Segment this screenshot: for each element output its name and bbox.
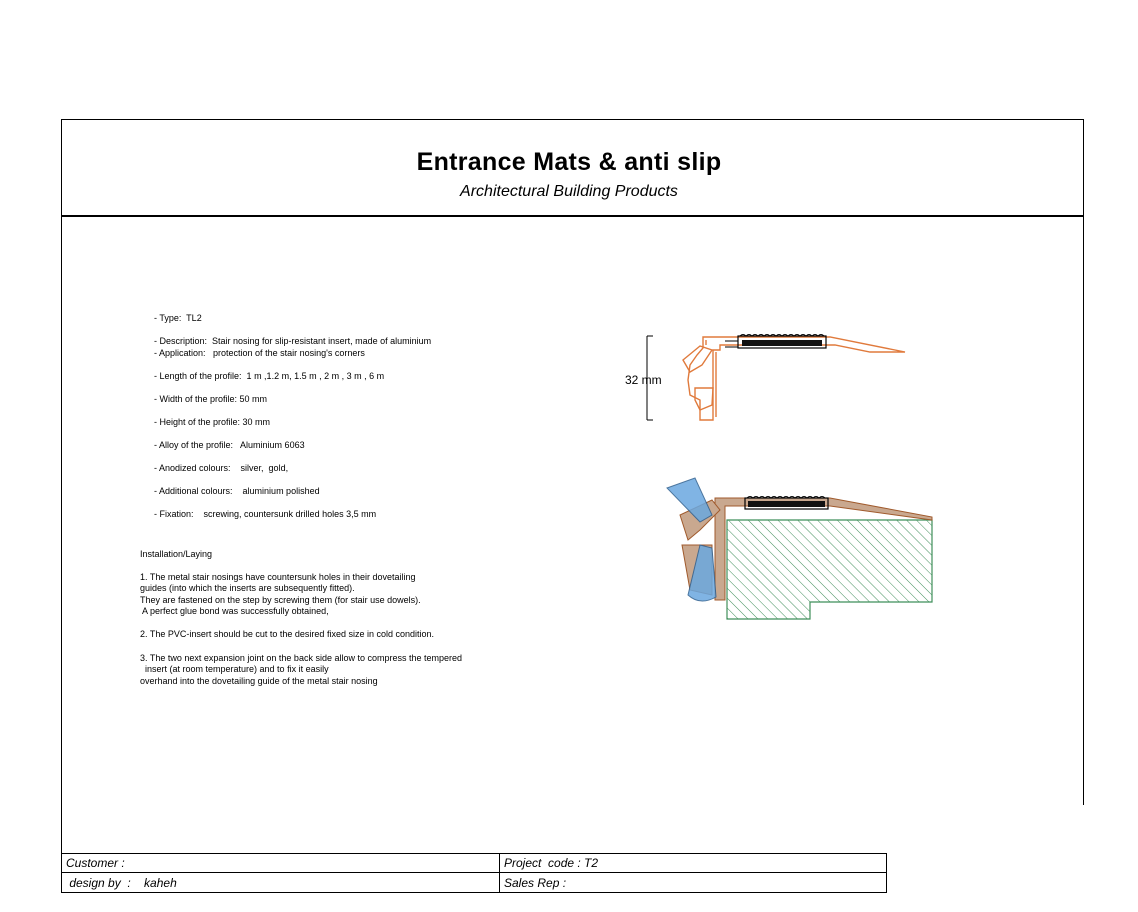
installation-heading: Installation/Laying (140, 549, 213, 559)
installation-step1-line3: They are fastened on the step by screwing them (for stair use dowels). (140, 595, 421, 605)
spec-anodized-colours: - Anodized colours: silver, gold, (154, 463, 289, 473)
spec-type: - Type: TL2 (154, 313, 202, 323)
installation-view (667, 478, 932, 619)
spec-application: - Application: protection of the stair nosing's corners (154, 348, 365, 358)
installation-step3-line2: insert (at room temperature) and to fix it easily (140, 664, 329, 674)
sales-rep-field: Sales Rep : (504, 876, 567, 890)
profile-section-view (625, 335, 905, 421)
spec-alloy: - Alloy of the profile: Aluminium 6063 (154, 440, 305, 450)
installation-step3-line1: 3. The two next expansion joint on the back side allow to compress the tempered (140, 653, 463, 663)
insert-installed (745, 497, 828, 510)
spec-height: - Height of the profile: 30 mm (154, 417, 271, 427)
concrete-step (727, 520, 932, 619)
customer-field: Customer : (66, 856, 125, 870)
spec-description: - Description: Stair nosing for slip-resistant insert, made of aluminium (154, 336, 432, 346)
title-block-divider-horizontal (61, 872, 886, 873)
page-title: Entrance Mats & anti slip (416, 148, 722, 176)
stair-nosing-drawing (600, 320, 950, 630)
spec-width: - Width of the profile: 50 mm (154, 394, 268, 404)
aluminium-profile (683, 337, 905, 420)
installation-step3-line3: overhand into the dovetailing guide of the metal stair nosing (140, 676, 378, 686)
project-code-field: Project code : T2 (504, 856, 599, 870)
header-divider (61, 215, 1083, 217)
screw-anchors (667, 478, 716, 601)
spec-fixation: - Fixation: screwing, countersunk drilled holes 3,5 mm (154, 509, 377, 519)
spec-additional-colours: - Additional colours: aluminium polished (154, 486, 320, 496)
installation-step2: 2. The PVC-insert should be cut to the desired fixed size in cold condition. (140, 629, 434, 639)
title-block-divider-vertical (499, 854, 500, 892)
pvc-insert (725, 335, 826, 349)
spec-length: - Length of the profile: 1 m ,1.2 m, 1.5 m , 2 m , 3 m , 6 m (154, 371, 385, 381)
page-subtitle: Architectural Building Products (460, 183, 678, 200)
installation-step1-line2: guides (into which the inserts are subsequently fitted). (140, 583, 355, 593)
installation-step1-line1: 1. The metal stair nosings have countersunk holes in their dovetailing (140, 572, 416, 582)
title-block (61, 853, 887, 893)
design-by-field: design by : kaheh (66, 876, 177, 890)
dimension-label: 32 mm (625, 373, 662, 387)
installation-step1-line4: A perfect glue bond was successfully obtained, (140, 606, 329, 616)
